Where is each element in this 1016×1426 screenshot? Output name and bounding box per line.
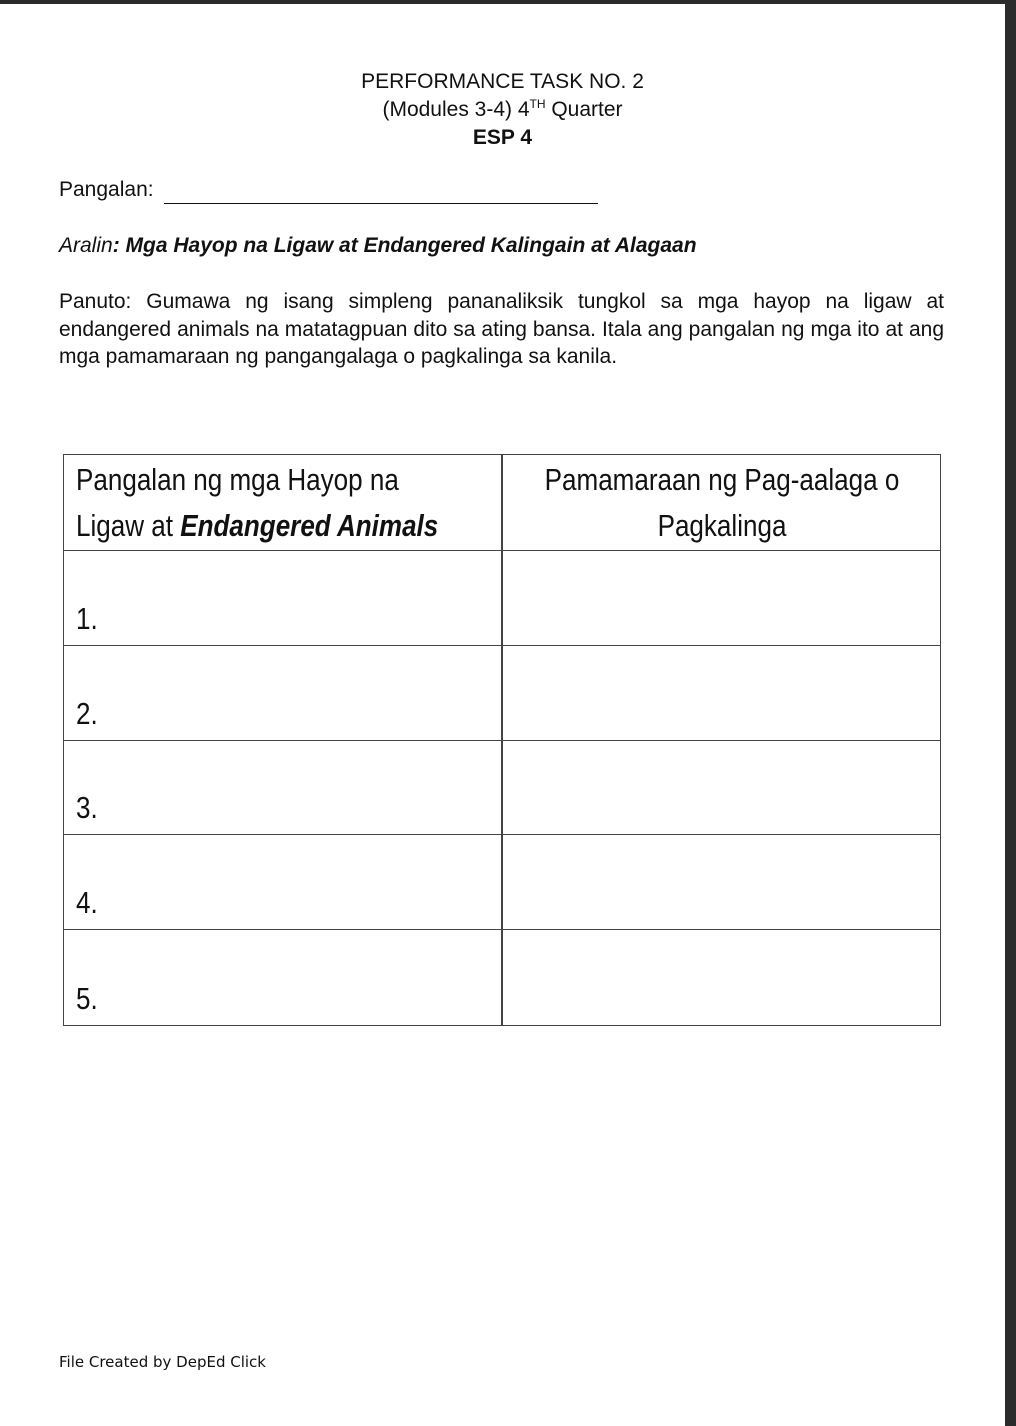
lesson-label: Aralin — [59, 234, 113, 257]
row-number: 1. — [76, 601, 98, 636]
subject-code: ESP 4 — [472, 126, 533, 149]
answer-cell[interactable] — [504, 551, 940, 645]
header-left-line2-prefix: Ligaw at — [76, 508, 181, 543]
header-right-line2: Pagkalinga — [657, 508, 787, 543]
answer-cell[interactable] — [504, 930, 940, 1025]
footer-credit: File Created by DepEd Click — [59, 1353, 266, 1371]
header-animals-column — [76, 457, 439, 549]
column-divider — [501, 455, 503, 1025]
answer-cell[interactable] — [504, 741, 940, 834]
header-care-column — [539, 457, 905, 549]
header-left-line2-bold: Endangered Animals — [180, 508, 439, 543]
ordinal-suffix: TH — [529, 97, 546, 111]
lesson-line — [59, 232, 697, 260]
row-number: 2. — [76, 696, 98, 731]
header-right-line1: Pamamaraan ng Pag-aalaga o — [544, 462, 900, 497]
answer-cell[interactable] — [504, 646, 940, 740]
instructions-paragraph: Panuto: Gumawa ng isang simpleng pananaliksik tungkol sa mga hayop na ligaw at endangered animals na matatagpuan dito sa ating bansa. Itala ang pangalan ng mga ito at ang mga pamamaraan ng pangangalaga o pagkalinga sa kanila. — [59, 290, 944, 368]
lesson-title: Mga Hayop na Ligaw at Endangered Kalingain at Alagaan — [125, 234, 697, 257]
task-title: PERFORMANCE TASK NO. 2 — [361, 70, 644, 93]
window-right-border — [1005, 0, 1016, 1426]
row-number: 4. — [76, 885, 98, 920]
row-number: 5. — [76, 981, 98, 1016]
header-left-line1: Pangalan ng mga Hayop na — [76, 462, 399, 497]
modules-text: (Modules 3-4) 4 — [382, 98, 530, 121]
quarter-text: Quarter — [545, 98, 623, 121]
subject-title — [0, 124, 1005, 152]
row-number: 3. — [76, 790, 98, 825]
modules-quarter-line — [0, 96, 1005, 124]
name-field — [59, 176, 598, 204]
name-label: Pangalan: — [59, 178, 154, 201]
answer-cell[interactable] — [504, 835, 940, 929]
name-blank-line[interactable] — [164, 181, 598, 204]
lesson-colon: : — [112, 234, 126, 257]
answer-table — [63, 454, 941, 1026]
header-left-line2 — [76, 503, 439, 549]
document-header — [0, 68, 1005, 152]
document-page — [0, 4, 1005, 1426]
